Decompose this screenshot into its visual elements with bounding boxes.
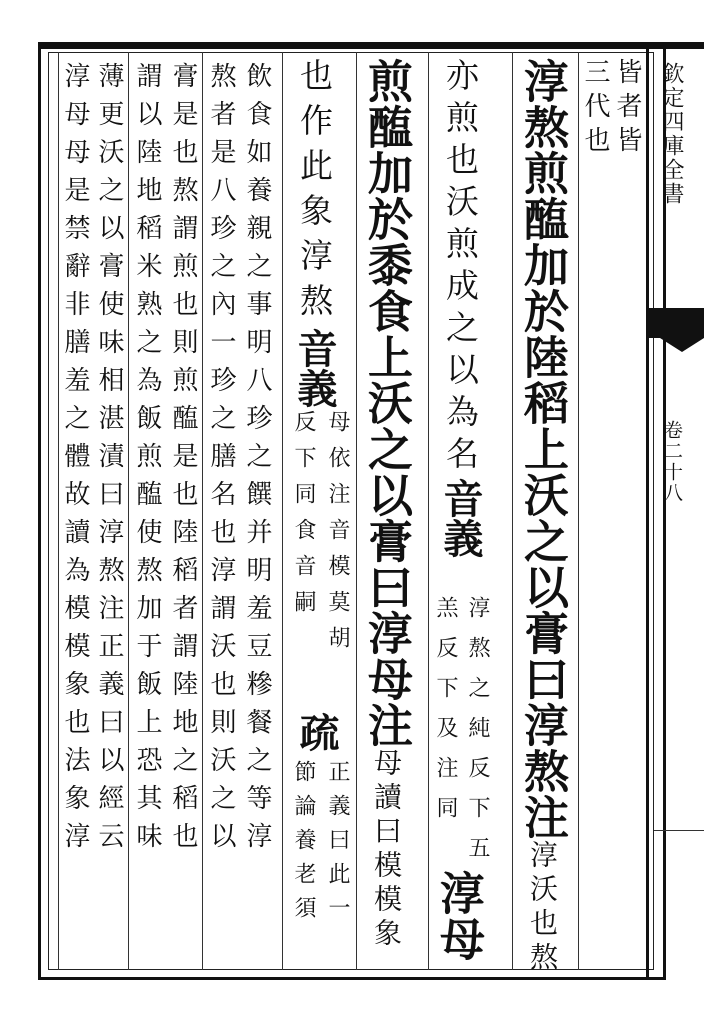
column-divider (356, 52, 357, 970)
column-divider (128, 52, 129, 970)
double-note-left: 反下同食音嗣 (291, 410, 316, 626)
double-note-right: 淳熬之純反下五 (465, 596, 490, 876)
fishtail-mark (646, 308, 704, 338)
main-text: 淳熬煎醢加於陸稻上沃之以膏曰淳熬注 (516, 58, 569, 840)
note-text: 亦煎也沃煎成之以為名 (441, 58, 480, 478)
double-note-right: 正義曰此一 (325, 760, 350, 930)
note-text: 也作此象淳熬 (295, 58, 334, 328)
double-note-right: 母依注音模莫胡 (325, 410, 350, 662)
double-note-left: 羔反下及注同 (433, 596, 458, 836)
column-divider (578, 52, 579, 970)
gutter-rule (654, 830, 704, 831)
volume-number: 卷二十八 (661, 420, 683, 504)
note-text: 淳沃也熬 (526, 840, 559, 976)
column-divider (282, 52, 283, 970)
text-column-7: 熬者是八珍之內一珍之膳名也淳謂沃也則沃之以 (206, 62, 236, 860)
text-column-1b: 三代也 (580, 58, 610, 160)
text-column-2 (516, 58, 569, 976)
column-divider (428, 52, 429, 970)
column-divider (512, 52, 513, 970)
text-column-8: 膏是也熬謂煎也則煎醢是也陸稻者謂陸地之稻也 (168, 62, 198, 860)
shu-mark: 疏 (293, 712, 340, 752)
main-text: 煎醢加於黍食上沃之以膏曰淳母注 (360, 58, 413, 748)
text-column-4 (360, 58, 413, 968)
note-text: 母讀曰模模象 (370, 748, 403, 952)
double-note-left: 節論養老須 (291, 760, 316, 930)
main-text: 淳母 (432, 870, 485, 962)
column-divider (58, 52, 59, 970)
book-title: 欽定四庫全書 (659, 62, 684, 206)
yinyi-mark: 音義 (291, 328, 338, 408)
text-column-9: 謂以陸地稻米熟之為飯煎醢使熬加于飯上恐其味 (132, 62, 162, 860)
text-column-6: 飲食如養親之事明八珍之饌并明羞豆糝餐之等淳 (242, 62, 272, 860)
yinyi-mark: 音義 (437, 478, 484, 558)
fishtail-notch (660, 338, 704, 352)
text-column-11: 淳母母是禁辭非膳羞之體故讀為模模象也法象淳 (60, 62, 90, 860)
text-column-1a: 皆者皆 (612, 58, 642, 160)
column-divider (202, 52, 203, 970)
text-column-10: 薄更沃之以膏使味相湛漬曰淳熬注正義曰以經云 (94, 62, 124, 860)
